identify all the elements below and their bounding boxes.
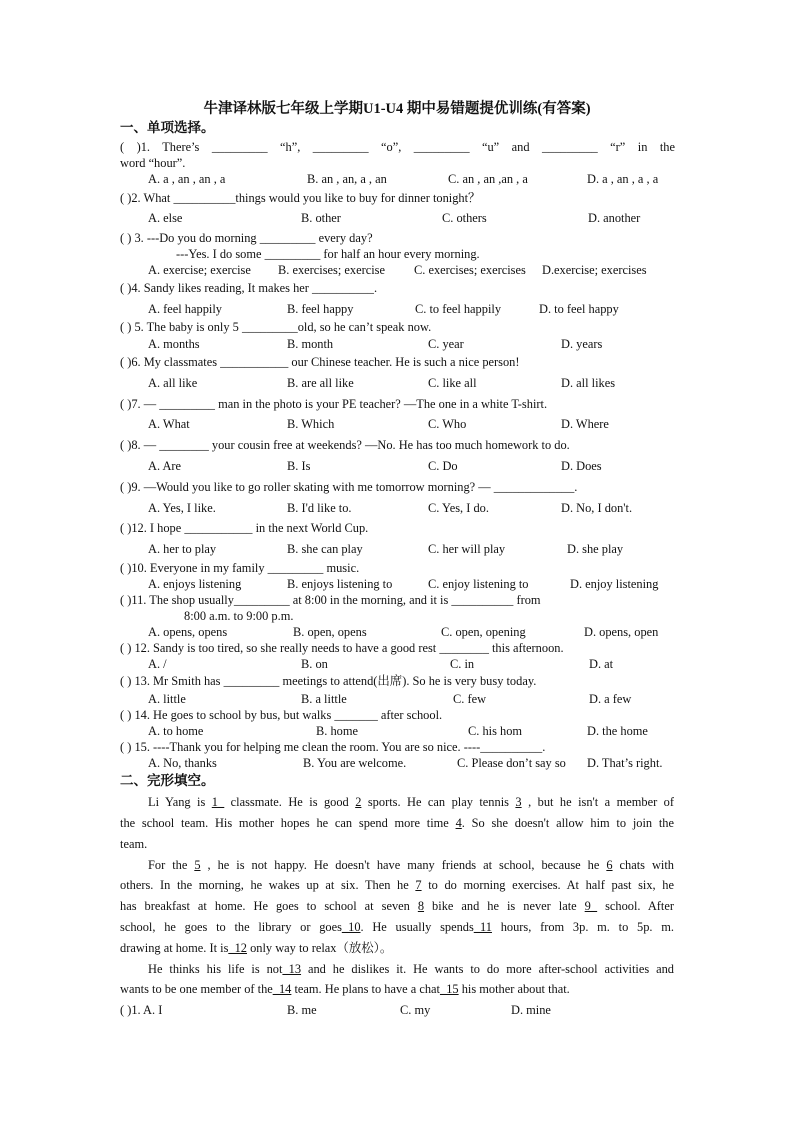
option-d[interactable]: D. mine bbox=[511, 1003, 551, 1017]
blank-8[interactable]: 8 bbox=[417, 899, 425, 913]
q2-stem: ( )2. What __________things would you like to buy for dinner tonight？ bbox=[120, 191, 481, 205]
q13-options bbox=[148, 691, 631, 707]
q12a-options bbox=[148, 541, 623, 557]
q5-options bbox=[148, 336, 602, 352]
q3-options bbox=[148, 262, 647, 278]
option-b[interactable]: B. Is bbox=[287, 459, 311, 473]
blank-10[interactable]: _10 bbox=[341, 920, 361, 934]
option-a[interactable]: A. a , an , an , a bbox=[148, 172, 226, 186]
cloze-p2-line2: others. In the morning, he wakes up at six. Then he 7 to do morning exercises. At half past six, he bbox=[120, 878, 674, 892]
q8-stem: ( )8. — ________ your cousin free at weekends? —No. He has too much homework to do. bbox=[120, 438, 570, 452]
option-c[interactable]: C. others bbox=[442, 211, 487, 225]
blank-3[interactable]: 3 bbox=[515, 795, 522, 809]
cloze-q1 bbox=[120, 1002, 551, 1018]
option-b[interactable]: B. home bbox=[316, 724, 358, 738]
option-c[interactable]: C. enjoy listening to bbox=[428, 577, 529, 591]
cloze-q1-stem[interactable]: ( )1. A. I bbox=[120, 1003, 163, 1017]
q14-stem: ( ) 14. He goes to school by bus, but walks _______ after school. bbox=[120, 708, 443, 722]
option-c[interactable]: C. open, opening bbox=[441, 625, 526, 639]
option-d[interactable]: D. another bbox=[588, 211, 641, 225]
option-a[interactable]: A. What bbox=[148, 417, 190, 431]
q15-stem: ( ) 15. ----Thank you for helping me clean the room. You are so nice. ----__________. bbox=[120, 740, 546, 754]
blank-12[interactable]: _12 bbox=[228, 941, 247, 955]
option-d[interactable]: D. opens, open bbox=[584, 625, 659, 639]
option-d[interactable]: D. all likes bbox=[561, 376, 616, 390]
option-b[interactable]: B. Which bbox=[287, 417, 335, 431]
q1-stem: ( )1. There’s _________ “h”, _________ “o”, _________ “u” and _________ “r” in the bbox=[120, 140, 675, 154]
option-a[interactable]: A. No, thanks bbox=[148, 756, 217, 770]
blank-15[interactable]: _15 bbox=[440, 982, 459, 996]
option-d[interactable]: D. a few bbox=[589, 692, 632, 706]
option-b[interactable]: B. open, opens bbox=[293, 625, 367, 639]
option-b[interactable]: B. enjoys listening to bbox=[287, 577, 393, 591]
q7-stem: ( )7. — _________ man in the photo is your PE teacher? —The one in a white T-shirt. bbox=[120, 397, 548, 411]
q6-stem: ( )6. My classmates ___________ our Chinese teacher. He is such a nice person! bbox=[120, 355, 520, 369]
q9-options bbox=[148, 500, 632, 516]
option-a[interactable]: A. enjoys listening bbox=[148, 577, 242, 591]
blank-13[interactable]: _13 bbox=[282, 962, 302, 976]
option-a[interactable]: A. her to play bbox=[148, 542, 217, 556]
option-c[interactable]: C. her will play bbox=[428, 542, 506, 556]
q11-stem-cont: 8:00 a.m. to 9:00 p.m. bbox=[184, 609, 294, 623]
q12b-options bbox=[148, 656, 613, 672]
section1-heading: 一、单项选择。 bbox=[120, 120, 215, 135]
option-a[interactable]: A. else bbox=[148, 211, 183, 225]
q11-options bbox=[148, 624, 658, 640]
option-b[interactable]: B. a little bbox=[301, 692, 347, 706]
option-b[interactable]: B. on bbox=[301, 657, 328, 671]
option-c[interactable]: C. my bbox=[400, 1003, 431, 1017]
blank-11[interactable]: _11 bbox=[473, 920, 492, 934]
option-c[interactable]: C. an , an ,an , a bbox=[448, 172, 528, 186]
cloze-p2-line4: school, he goes to the library or goes_10. He usually spends_11 hours, from 3p. m. to 5p. m. bbox=[120, 920, 674, 934]
blank-4[interactable]: 4 bbox=[455, 816, 462, 830]
q13-stem: ( ) 13. Mr Smith has _________ meetings to attend(出席). So he is very busy today. bbox=[120, 674, 537, 688]
q4-stem: ( )4. Sandy likes reading, It makes her __________. bbox=[120, 281, 378, 295]
option-b[interactable]: B. she can play bbox=[287, 542, 363, 556]
blank-7[interactable]: 7 bbox=[415, 878, 422, 892]
option-a[interactable]: A. opens, opens bbox=[148, 625, 228, 639]
option-d[interactable]: D. That’s right. bbox=[587, 756, 663, 770]
q5-stem: ( ) 5. The baby is only 5 _________old, so he can’t speak now. bbox=[120, 320, 432, 334]
q3-stem-cont: ---Yes. I do some _________ for half an hour every morning. bbox=[176, 247, 480, 261]
q6-options bbox=[148, 375, 615, 391]
option-d[interactable]: D. she play bbox=[567, 542, 624, 556]
option-a[interactable]: A. little bbox=[148, 692, 186, 706]
option-b[interactable]: B. feel happy bbox=[287, 302, 354, 316]
q4-options bbox=[148, 301, 619, 317]
option-b[interactable]: B. exercises; exercise bbox=[278, 263, 385, 277]
option-b[interactable]: B. other bbox=[301, 211, 341, 225]
q12a-stem: ( )12. I hope ___________ in the next World Cup. bbox=[120, 521, 369, 535]
q8-options bbox=[148, 458, 602, 474]
section2-heading: 二、完形填空。 bbox=[120, 773, 215, 788]
q14-options bbox=[148, 723, 648, 739]
option-d[interactable]: D. Does bbox=[561, 459, 602, 473]
option-a[interactable]: A. Are bbox=[148, 459, 182, 473]
q9-stem: ( )9. —Would you like to go roller skating with me tomorrow morning? — _____________. bbox=[120, 480, 578, 494]
blank-1[interactable]: 1_ bbox=[211, 795, 225, 809]
q11-stem: ( )11. The shop usually_________ at 8:00 in the morning, and it is __________ from bbox=[120, 593, 541, 607]
q3-stem: ( ) 3. ---Do you do morning _________ every day? bbox=[120, 231, 373, 245]
blank-14[interactable]: _14 bbox=[272, 982, 292, 996]
option-c[interactable]: C. in bbox=[450, 657, 475, 671]
option-d[interactable]: D. years bbox=[561, 337, 603, 351]
cloze-p1-line3: team. bbox=[120, 837, 148, 851]
option-c[interactable]: C. Please don’t say so bbox=[457, 756, 566, 770]
option-a[interactable]: A. all like bbox=[148, 376, 198, 390]
q10-stem: ( )10. Everyone in my family _________ music. bbox=[120, 561, 360, 575]
q15-options bbox=[148, 755, 663, 771]
q1-stem-cont: word “hour”. bbox=[120, 156, 186, 170]
option-c[interactable]: C. his hom bbox=[468, 724, 523, 738]
option-d[interactable]: D. Where bbox=[561, 417, 609, 431]
option-a[interactable]: A. Yes, I like. bbox=[148, 501, 216, 515]
option-c[interactable]: C. Who bbox=[428, 417, 467, 431]
option-a[interactable]: A. to home bbox=[148, 724, 204, 738]
q2-options bbox=[148, 210, 640, 226]
cloze-p3-line2: wants to be one member of the_14 team. He plans to have a chat_15 his mother about that. bbox=[120, 982, 570, 996]
q1-options bbox=[148, 171, 658, 187]
option-b[interactable]: B. month bbox=[287, 337, 334, 351]
option-d[interactable]: D. enjoy listening bbox=[570, 577, 659, 591]
q10-options bbox=[148, 576, 658, 592]
option-d[interactable]: D. to feel happy bbox=[539, 302, 619, 316]
cloze-p2-line5: drawing at home. It is_12 only way to relax（放松）。 bbox=[120, 941, 393, 955]
option-b[interactable]: B. You are welcome. bbox=[303, 756, 407, 770]
q7-options bbox=[148, 416, 609, 432]
option-d[interactable]: D. a , an , a , a bbox=[587, 172, 659, 186]
blank-6[interactable]: 6 bbox=[606, 858, 613, 872]
blank-9[interactable]: 9_ bbox=[584, 899, 598, 913]
option-c[interactable]: C. exercises; exercises bbox=[414, 263, 526, 277]
cloze-p3-line1: He thinks his life is not_13 and he dislikes it. He wants to do more after-school activities and bbox=[148, 962, 674, 976]
option-c[interactable]: C. Do bbox=[428, 459, 458, 473]
option-c[interactable]: C. year bbox=[428, 337, 464, 351]
q12b-stem: ( ) 12. Sandy is too tired, so she really needs to have a good rest ________ this afternoon. bbox=[120, 641, 564, 655]
option-a[interactable]: A. months bbox=[148, 337, 200, 351]
option-d[interactable]: D.exercise; exercises bbox=[542, 263, 647, 277]
cloze-p1-line1: Li Yang is 1_ classmate. He is good 2 sports. He can play tennis 3 , but he isn't a member of bbox=[148, 795, 674, 809]
option-d[interactable]: D. No, I don't. bbox=[561, 501, 633, 515]
blank-5[interactable]: 5 bbox=[194, 858, 201, 872]
option-b[interactable]: B. I'd like to. bbox=[287, 501, 352, 515]
blank-2[interactable]: 2 bbox=[355, 795, 362, 809]
cloze-p2-line3: has breakfast at home. He goes to school at seven 8 bike and he is never late 9_ school. After bbox=[120, 899, 674, 913]
option-c[interactable]: C. to feel happily bbox=[415, 302, 502, 316]
option-b[interactable]: B. me bbox=[287, 1003, 317, 1017]
page-title: 牛津译林版七年级上学期U1-U4 期中易错题提优训练(有答案) bbox=[203, 101, 591, 117]
cloze-p2-line1: For the 5 , he is not happy. He doesn't have many friends at school, because he 6 chats with bbox=[148, 858, 674, 872]
option-a[interactable]: A. / bbox=[148, 657, 167, 671]
option-c[interactable]: C. Yes, I do. bbox=[428, 501, 489, 515]
option-c[interactable]: C. like all bbox=[428, 376, 477, 390]
option-c[interactable]: C. few bbox=[453, 692, 487, 706]
cloze-p1-line2: the school team. His mother hopes he can spend more time 4. So she doesn't allow him to join the bbox=[120, 816, 675, 830]
option-a[interactable]: A. exercise; exercise bbox=[148, 263, 251, 277]
option-b[interactable]: B. an , an, a , an bbox=[307, 172, 387, 186]
option-b[interactable]: B. are all like bbox=[287, 376, 354, 390]
option-d[interactable]: D. the home bbox=[587, 724, 648, 738]
option-d[interactable]: D. at bbox=[589, 657, 614, 671]
option-a[interactable]: A. feel happily bbox=[148, 302, 222, 316]
